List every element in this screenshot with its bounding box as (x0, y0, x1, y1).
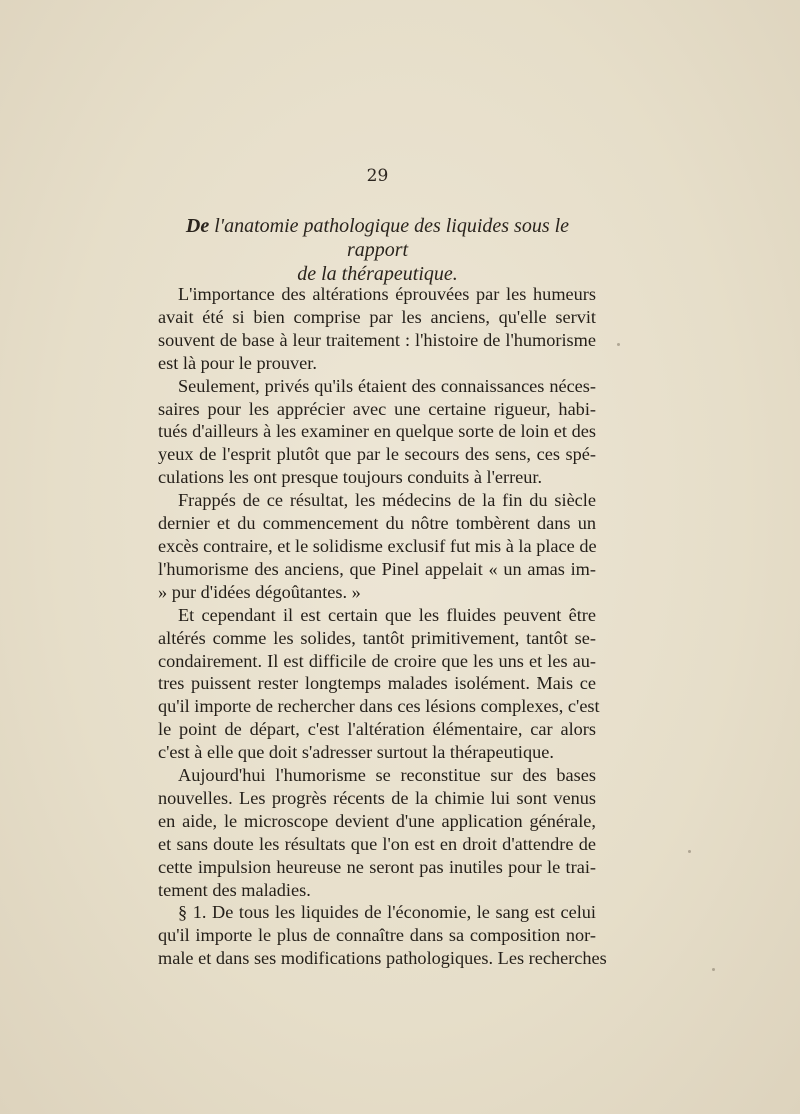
text-line: dernier et du commencement du nôtre tombèrent dans un (158, 513, 596, 534)
text-line: § 1. De tous les liquides de l'économie, le sang est celui (178, 902, 596, 923)
section-heading-line-2: de la thérapeutique. (297, 263, 458, 285)
text-line: excès contraire, et le solidisme exclusif fut mis à la place de (158, 535, 597, 556)
section-heading-line-1 (160, 214, 595, 262)
text-line: cette impulsion heureuse ne seront pas inutiles pour le trai- (158, 856, 596, 877)
paragraph (158, 764, 596, 901)
text-line: en aide, le microscope devient d'une application générale, (158, 810, 596, 831)
paragraph (158, 489, 596, 604)
text-line: » pur d'idées dégoûtantes. » (158, 581, 361, 602)
text-line: L'importance des altérations éprouvées par les humeurs (178, 284, 596, 304)
paragraph (158, 375, 596, 490)
text-line: yeux de l'esprit plutôt que par le secours des sens, ces spé- (158, 444, 596, 465)
paper-speck (688, 850, 691, 853)
text-line: male et dans ses modifications pathologiques. Les recherches (158, 948, 607, 969)
text-line: tres puissent rester longtemps malades isolément. Mais ce (158, 673, 596, 694)
section-heading (160, 214, 595, 286)
text-line: saires pour les apprécier avec une certaine rigueur, habi- (158, 398, 596, 419)
paragraph (158, 901, 607, 970)
text-line: qu'il importe le plus de connaître dans sa composition nor- (158, 925, 596, 946)
text-line: Frappés de ce résultat, les médecins de la fin du siècle (178, 490, 596, 511)
text-line: altérés comme les solides, tantôt primitivement, tantôt se- (158, 627, 596, 648)
paragraph (158, 283, 596, 375)
text-line: Et cependant il est certain que les fluides peuvent être (178, 604, 596, 625)
body-text (158, 283, 607, 970)
text-line: souvent de base à leur traitement : l'histoire de l'humorisme (158, 329, 596, 350)
text-line: Aujourd'hui l'humorisme se reconstitue sur des bases (178, 765, 596, 786)
section-heading-lead: De (185, 215, 210, 237)
paper-speck (712, 968, 715, 971)
paragraph (158, 604, 600, 764)
paper-speck (617, 343, 620, 346)
text-line: nouvelles. Les progrès récents de la chimie lui sont venus (158, 787, 596, 808)
text-line: l'humorisme des anciens, que Pinel appelait « un amas im- (158, 558, 596, 579)
text-line: culations les ont presque toujours conduits à l'erreur. (158, 467, 543, 488)
page-number: 29 (366, 166, 389, 186)
text-line: tués d'ailleurs à les examiner en quelque sorte de loin et des (158, 421, 596, 442)
text-line: est là pour le prouver. (158, 352, 317, 373)
section-heading-rest: l'anatomie pathologique des liquides sous le rapport (214, 215, 570, 261)
text-line: condairement. Il est difficile de croire que les uns et les au- (158, 650, 596, 671)
text-line: avait été si bien comprise par les anciens, qu'elle servit (158, 306, 596, 327)
text-line: c'est à elle que doit s'adresser surtout la thérapeutique. (158, 742, 554, 763)
text-line: Seulement, privés qu'ils étaient des connaissances néces- (178, 375, 596, 396)
text-line: le point de départ, c'est l'altération élémentaire, car alors (158, 719, 596, 740)
text-line: tement des maladies. (158, 879, 311, 900)
text-line: qu'il importe de rechercher dans ces lésions complexes, c'est (158, 696, 600, 717)
text-line: et sans doute les résultats que l'on est en droit d'attendre de (158, 833, 596, 854)
